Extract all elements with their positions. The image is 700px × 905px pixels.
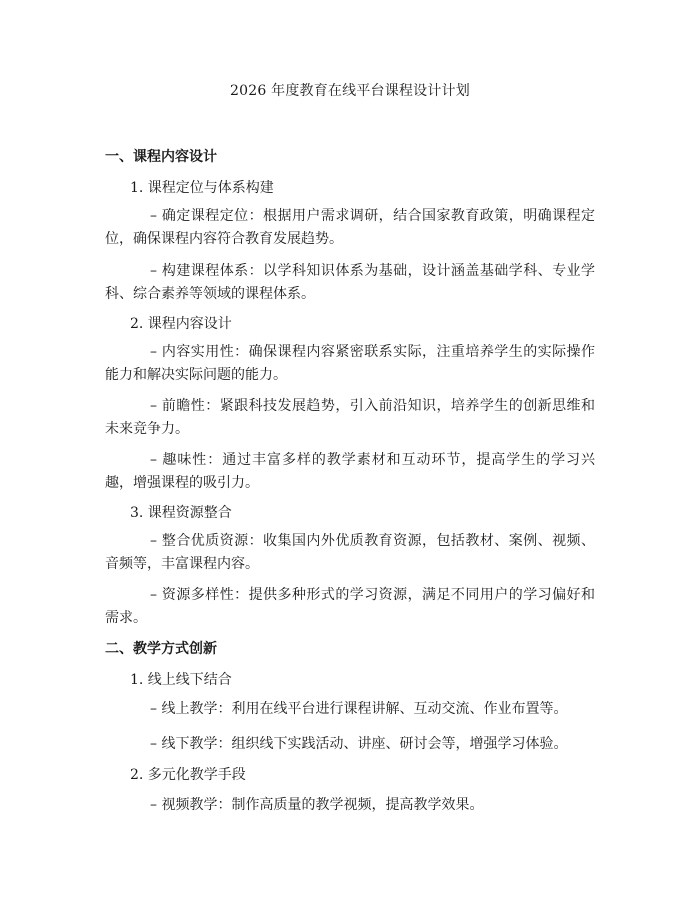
bullet-paragraph: – 趣味性：通过丰富多样的教学素材和互动环节，提高学生的学习兴趣，增强课程的吸引力。: [105, 452, 595, 491]
subsection-heading: 3. 课程资源整合: [130, 505, 232, 521]
bullet-paragraph: – 线下教学：组织线下实践活动、讲座、研讨会等，增强学习体验。: [150, 736, 568, 752]
bullet-paragraph: – 内容实用性：确保课程内容紧密联系实际，注重培养学生的实际操作能力和解决实际问题的能力。: [105, 344, 595, 383]
section-heading: 二、教学方式创新: [105, 641, 217, 657]
subsection-heading: 1. 线上线下结合: [130, 672, 232, 688]
subsection-heading: 2. 多元化教学手段: [130, 767, 246, 783]
section-heading: 一、课程内容设计: [105, 149, 217, 165]
bullet-paragraph: – 构建课程体系：以学科知识体系为基础，设计涵盖基础学科、专业学科、综合素养等领域的课程体系。: [105, 263, 595, 302]
bullet-paragraph: – 线上教学：利用在线平台进行课程讲解、互动交流、作业布置等。: [150, 701, 568, 717]
bullet-paragraph: – 视频教学：制作高质量的教学视频，提高教学效果。: [150, 797, 484, 813]
bullet-paragraph: – 资源多样性：提供多种形式的学习资源，满足不同用户的学习偏好和需求。: [105, 587, 595, 626]
subsection-heading: 1. 课程定位与体系构建: [130, 180, 274, 196]
bullet-paragraph: – 确定课程定位：根据用户需求调研，结合国家教育政策，明确课程定位，确保课程内容符合教育发展趋势。: [105, 208, 595, 247]
subsection-heading: 2. 课程内容设计: [130, 316, 232, 332]
document-title: 2026 年度教育在线平台课程设计计划: [230, 83, 470, 99]
bullet-paragraph: – 前瞻性：紧跟科技发展趋势，引入前沿知识，培养学生的创新思维和未来竞争力。: [105, 398, 595, 437]
bullet-paragraph: – 整合优质资源：收集国内外优质教育资源，包括教材、案例、视频、音频等，丰富课程内容。: [105, 533, 595, 572]
